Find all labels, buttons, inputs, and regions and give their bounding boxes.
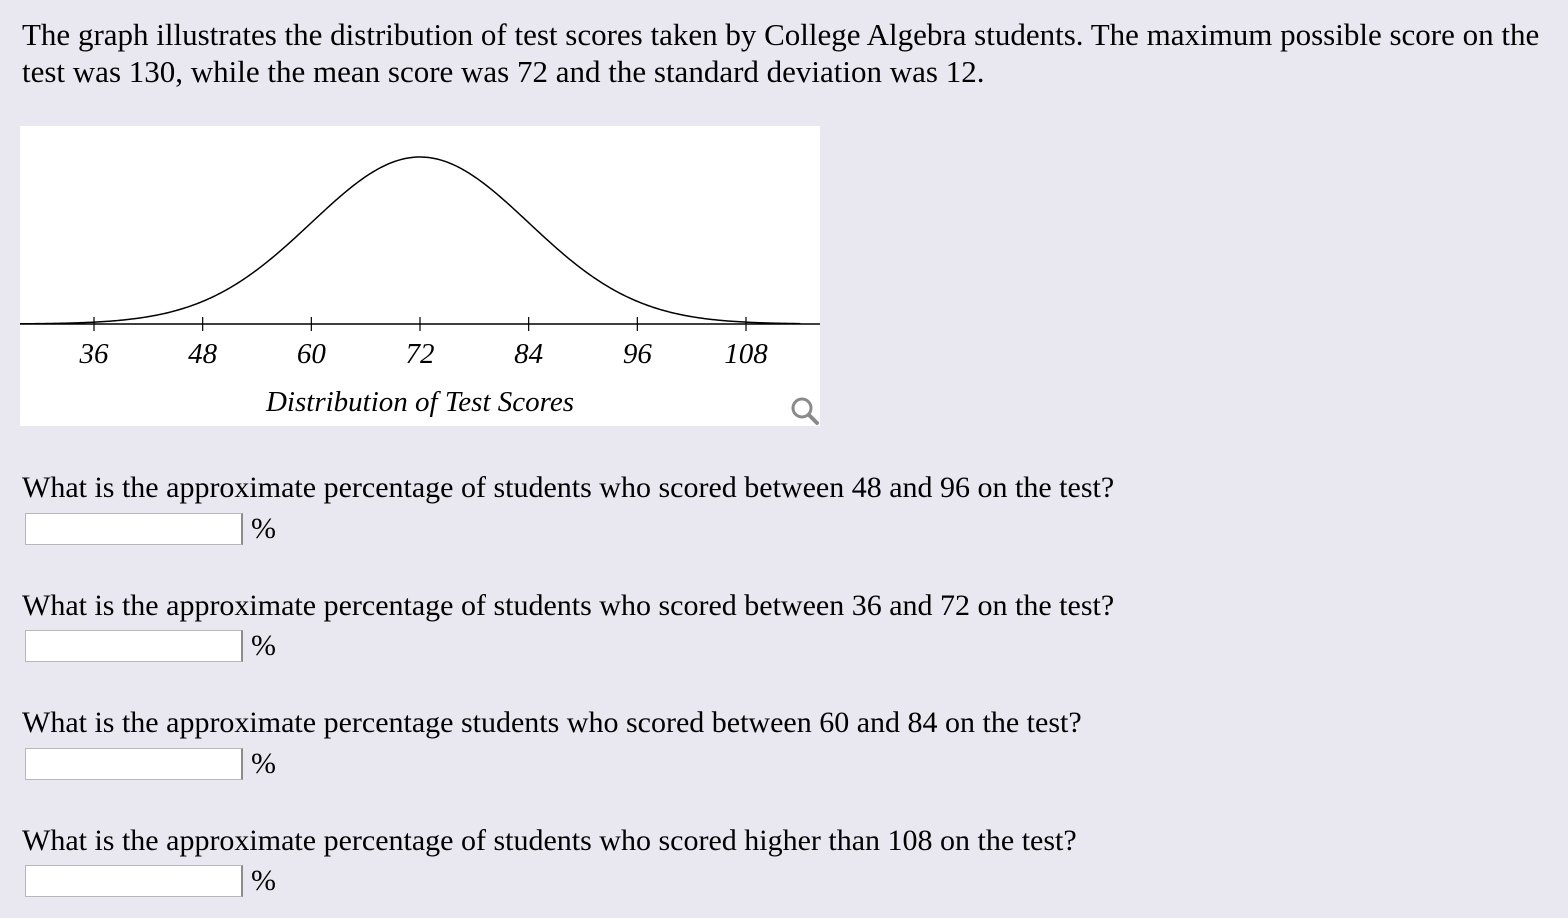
answer-row-2 xyxy=(25,628,276,664)
x-tick-label-60: 60 xyxy=(296,338,326,370)
x-tick-label-96: 96 xyxy=(622,338,652,370)
answer-row-3 xyxy=(25,746,276,782)
x-axis-title: Distribution of Test Scores xyxy=(265,386,575,418)
x-tick-label-48: 48 xyxy=(188,338,218,370)
normal-curve xyxy=(20,157,800,324)
answer-row-4 xyxy=(25,863,276,899)
answer-input-1[interactable] xyxy=(25,513,243,545)
x-tick-label-84: 84 xyxy=(514,338,544,370)
question-3-text: What is the approximate percentage students who scored between 60 and 84 on the test? xyxy=(22,706,1082,739)
answer-input-4[interactable] xyxy=(25,865,243,897)
question-4-text: What is the approximate percentage of students who scored higher than 108 on the test? xyxy=(22,824,1077,857)
x-tick-label-108: 108 xyxy=(724,338,768,370)
question-1-text: What is the approximate percentage of students who scored between 48 and 96 on the test? xyxy=(22,471,1115,504)
answer-input-2[interactable] xyxy=(25,630,243,662)
magnifier-icon[interactable] xyxy=(786,392,822,428)
answer-row-1 xyxy=(25,511,276,547)
percent-unit-2: % xyxy=(251,629,276,662)
percent-unit-1: % xyxy=(251,512,276,545)
percent-unit-4: % xyxy=(251,864,276,897)
question-2-text: What is the approximate percentage of students who scored between 36 and 72 on the test? xyxy=(22,589,1115,622)
x-tick-label-72: 72 xyxy=(405,338,435,370)
percent-unit-3: % xyxy=(251,747,276,780)
x-tick-label-36: 36 xyxy=(79,338,109,370)
graph-panel xyxy=(20,126,820,426)
answer-input-3[interactable] xyxy=(25,748,243,780)
problem-statement: The graph illustrates the distribution of test scores taken by College Algebra students. The maximum possible score on the test was 130, while the mean score was 72 and the standard deviation was 12. xyxy=(22,17,1540,89)
distribution-chart xyxy=(20,126,820,426)
